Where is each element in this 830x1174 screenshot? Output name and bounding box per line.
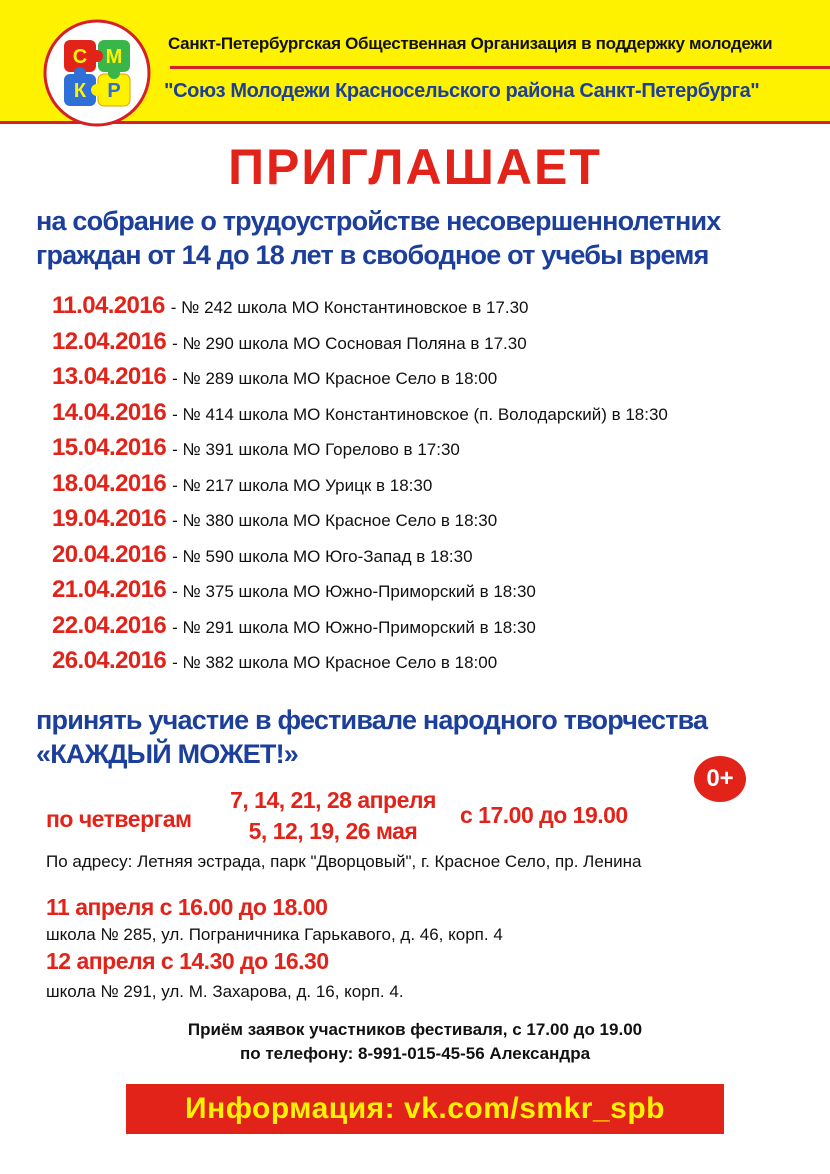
schedule-row — [52, 292, 529, 326]
schedule-text: - № 289 школа МО Красное Село в 18:00 — [172, 369, 498, 388]
schedule-date: 13.04.2016 — [52, 363, 167, 390]
logo-letter: М — [105, 46, 123, 68]
dates-may: 5, 12, 19, 26 мая — [248, 818, 418, 844]
schedule-text: - № 290 школа МО Сосновая Поляна в 17.30 — [172, 333, 527, 353]
schedule-row — [52, 612, 536, 646]
schedule-row — [52, 541, 473, 575]
applications-line2: по телефону: 8-991-015-45-56 Александра — [239, 1044, 591, 1063]
schedule-row — [52, 328, 527, 362]
logo-letter: К — [73, 80, 87, 102]
schedule-date: 20.04.2016 — [52, 540, 167, 568]
meeting-subhead-line2: граждан от 14 до 18 лет в свободное от учебы время — [36, 240, 709, 270]
schedule-text: - № 217 школа МО Урицк в 18:30 — [172, 475, 433, 495]
meeting-subhead-line1: на собрание о трудоустройстве несовершеннолетних — [36, 206, 721, 236]
festival-time-range: с 17.00 до 19.00 — [460, 802, 628, 828]
schedule-text: - № 375 школа МО Южно-Приморский в 18:30 — [172, 582, 536, 601]
festival-address: По адресу: Летняя эстрада, парк "Дворцовый", г. Красное Село, пр. Ленина — [46, 852, 642, 871]
schedule-text: - № 391 школа МО Горелово в 17:30 — [172, 440, 460, 459]
event2-title: 12 апреля с 14.30 до 16.30 — [46, 948, 329, 974]
schedule-date: 12.04.2016 — [52, 327, 167, 355]
age-rating-badge: 0+ — [694, 756, 746, 802]
schedule-text: - № 382 школа МО Красное Село в 18:00 — [172, 653, 498, 672]
festival-subhead-line1: принять участие в фестивале народного творчества — [36, 705, 708, 735]
thursdays-label: по четвергам — [46, 806, 192, 832]
logo-letter: Р — [107, 80, 121, 102]
org-name-line2: "Союз Молодежи Красносельского района Санкт-Петербурга" — [164, 80, 760, 102]
schedule-text: - № 380 школа МО Красное Село в 18:30 — [172, 511, 498, 530]
header-divider — [170, 66, 830, 69]
schedule-date: 22.04.2016 — [52, 611, 167, 639]
info-link-bar[interactable]: Информация: vk.com/smkr_spb — [126, 1084, 724, 1134]
schedule-date: 14.04.2016 — [52, 398, 167, 426]
applications-line1: Приём заявок участников фестиваля, с 17.00 до 19.00 — [187, 1020, 643, 1039]
schedule-row — [52, 363, 497, 397]
schedule-text: - № 242 школа МО Константиновское в 17.30 — [170, 298, 529, 317]
schedule-date: 26.04.2016 — [52, 647, 167, 674]
schedule-date: 18.04.2016 — [52, 469, 167, 497]
dates-april: 7, 14, 21, 28 апреля — [230, 787, 436, 813]
smkr-logo — [42, 18, 152, 128]
event1-title: 11 апреля с 16.00 до 18.00 — [46, 894, 328, 920]
logo-letter: С — [72, 46, 88, 68]
schedule-row — [52, 505, 497, 539]
page-title: ПРИГЛАШАЕТ — [228, 139, 602, 195]
event2-address: школа № 291, ул. М. Захарова, д. 16, корп. 4. — [46, 982, 404, 1001]
org-name-line1: Санкт-Петербургская Общественная Организация в поддержку молодежи — [168, 34, 773, 53]
schedule-text: - № 291 школа МО Южно-Приморский в 18:30 — [172, 617, 536, 637]
schedule-row — [52, 576, 536, 610]
festival-subhead — [36, 703, 816, 771]
schedule-date: 11.04.2016 — [52, 292, 165, 319]
schedule-text: - № 414 школа МО Константиновское (п. Володарский) в 18:30 — [172, 404, 668, 424]
event1-address: школа № 285, ул. Пограничника Гарькавого, д. 46, корп. 4 — [46, 925, 503, 944]
schedule-row — [52, 470, 432, 504]
schedule-row — [52, 434, 460, 468]
schedule-row — [52, 399, 668, 433]
meeting-subhead — [36, 204, 816, 272]
festival-subhead-line2: «КАЖДЫЙ МОЖЕТ!» — [36, 739, 299, 769]
schedule-date: 19.04.2016 — [52, 505, 167, 532]
schedule-date: 15.04.2016 — [52, 434, 167, 461]
schedule-row — [52, 647, 497, 681]
schedule-date: 21.04.2016 — [52, 576, 167, 603]
schedule-text: - № 590 школа МО Юго-Запад в 18:30 — [172, 546, 473, 566]
